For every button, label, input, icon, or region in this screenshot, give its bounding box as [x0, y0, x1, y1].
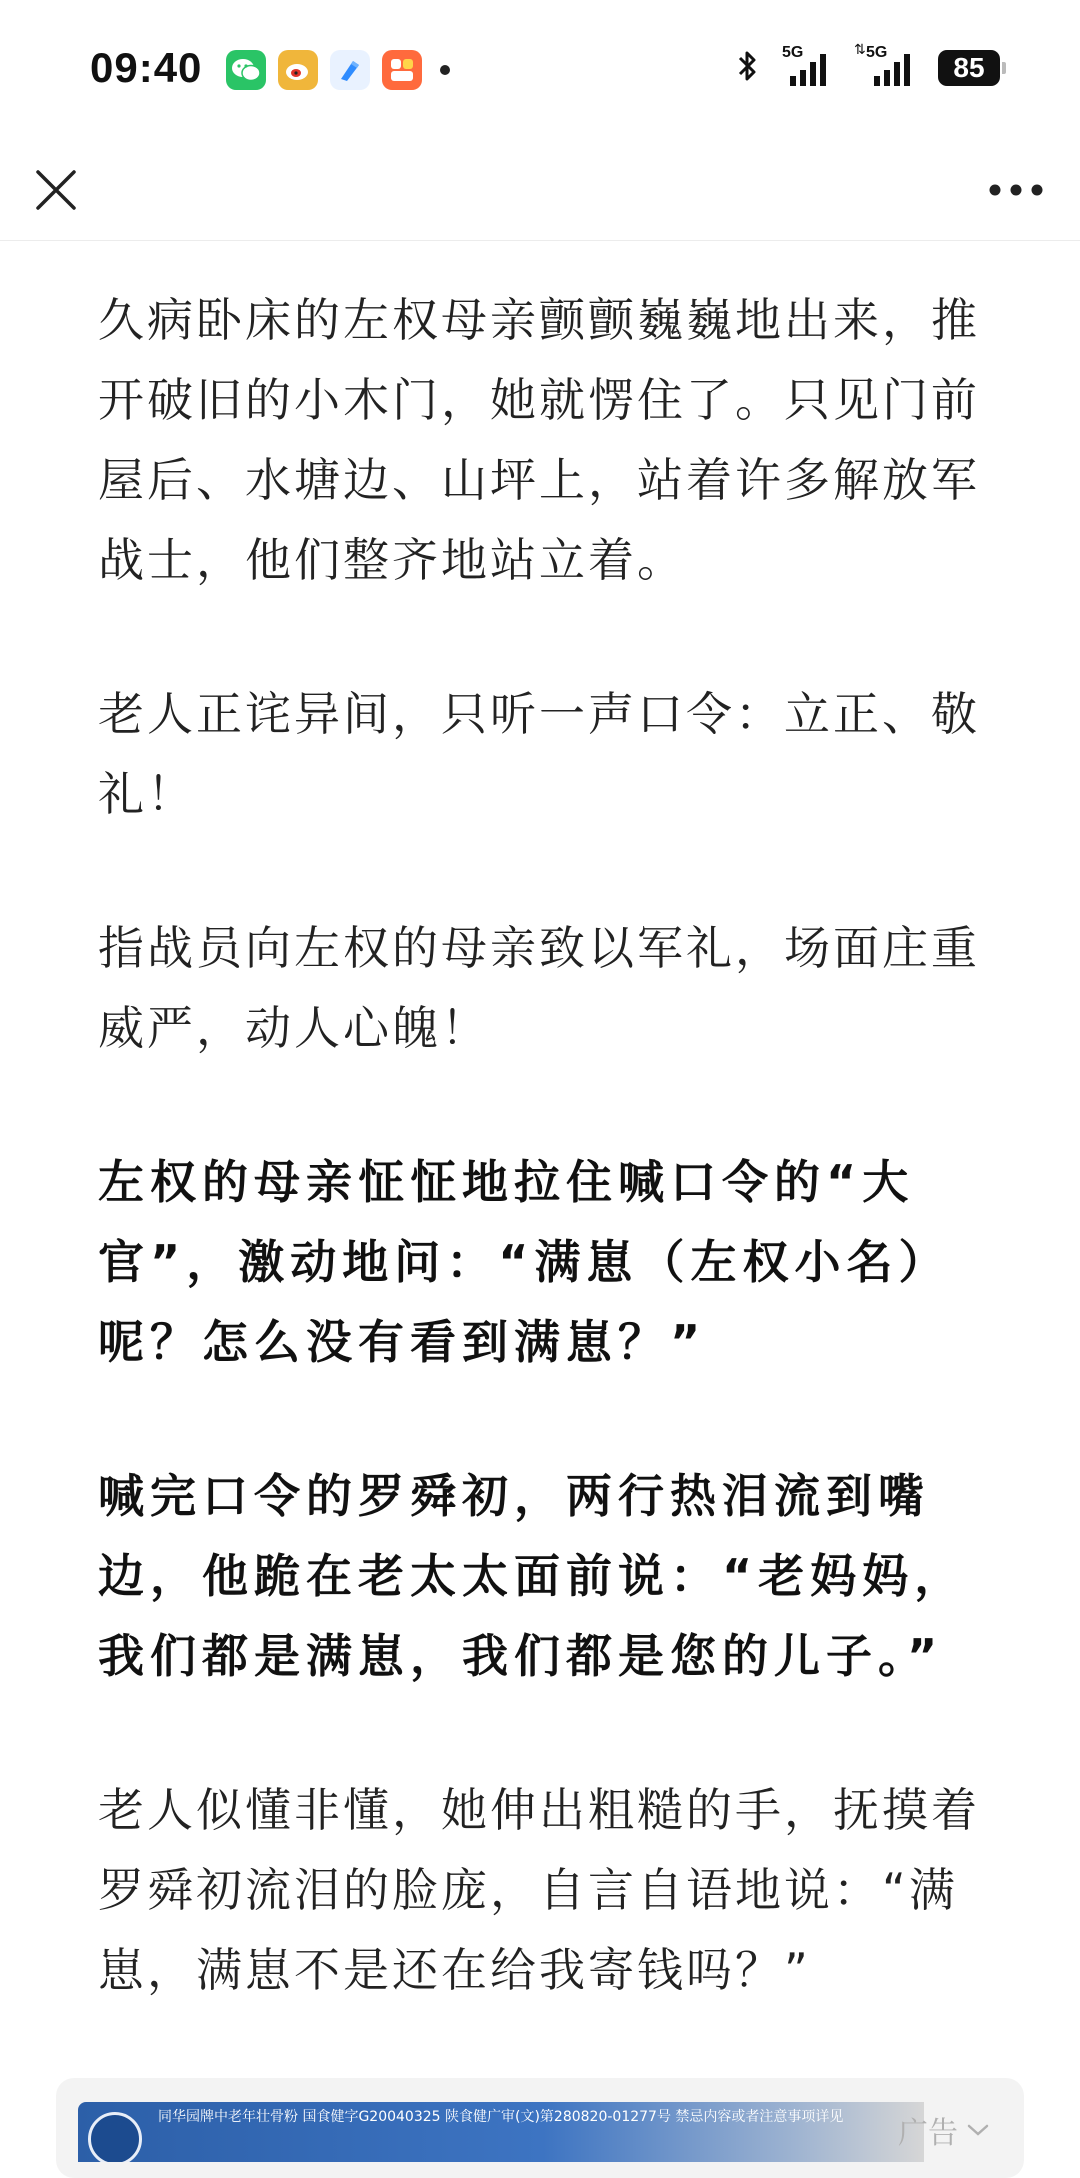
signal-5g-data-icon: ⇅ 5G	[854, 48, 916, 88]
ad-banner[interactable]	[78, 2102, 924, 2162]
article-paragraph: 老人正诧异间，只听一声口令：立正、敬礼！	[98, 687, 980, 821]
browser-icon	[330, 50, 370, 90]
signal-5g-icon: 5G	[782, 48, 832, 88]
more-button[interactable]	[980, 162, 1052, 218]
article-body	[98, 280, 988, 2084]
close-button[interactable]	[28, 162, 84, 218]
ad-banner-text: 同华园牌中老年壮骨粉 国食健字G20040325 陕食健广审(文)第280820-01277号 禁忌内容或者注意事项详见	[158, 2109, 844, 2125]
wechat-icon	[226, 50, 266, 90]
article-paragraph: 久病卧床的左权母亲颤颤巍巍地出来，推开破旧的小木门，她就愣住了。只见门前屋后、水塘边、山坪上，站着许多解放军战士，他们整齐地站立着。	[98, 293, 980, 587]
system-icons	[736, 42, 1000, 88]
article-paragraph-bold: 喊完口令的罗舜初，两行热泪流到嘴边，他跪在老太太面前说：“老妈妈，我们都是满崽，我们都是您的儿子。”	[98, 1469, 967, 1683]
battery-indicator: 85	[938, 50, 1000, 86]
more-notifications-dot	[440, 65, 450, 75]
notification-icons	[226, 50, 450, 90]
more-icon	[988, 183, 1044, 197]
nav-bar	[0, 140, 1080, 241]
bluetooth-icon	[736, 48, 760, 88]
ad-logo	[88, 2112, 142, 2162]
article-paragraph-bold: 左权的母亲怔怔地拉住喊口令的“大官”，激动地问：“满崽（左权小名）呢？怎么没有看到满崽？”	[98, 1155, 951, 1369]
ad-label-text: 广告	[898, 2116, 958, 2151]
close-icon	[34, 168, 78, 212]
article-paragraph: 老人似懂非懂，她伸出粗糙的手，抚摸着罗舜初流泪的脸庞，自言自语地说：“满崽，满崽不是还在给我寄钱吗？”	[98, 1783, 980, 1997]
ad-card[interactable]	[56, 2078, 1024, 2178]
chevron-down-icon	[966, 2122, 990, 2138]
status-bar	[0, 0, 1080, 140]
ad-label-button[interactable]	[898, 2108, 990, 2152]
data-arrows-icon: ⇅	[854, 42, 866, 58]
status-time: 09:40	[90, 44, 203, 91]
article-paragraph: 指战员向左权的母亲致以军礼，场面庄重威严，动人心魄！	[98, 921, 980, 1055]
video-app-icon	[382, 50, 422, 90]
weibo-icon	[278, 50, 318, 90]
